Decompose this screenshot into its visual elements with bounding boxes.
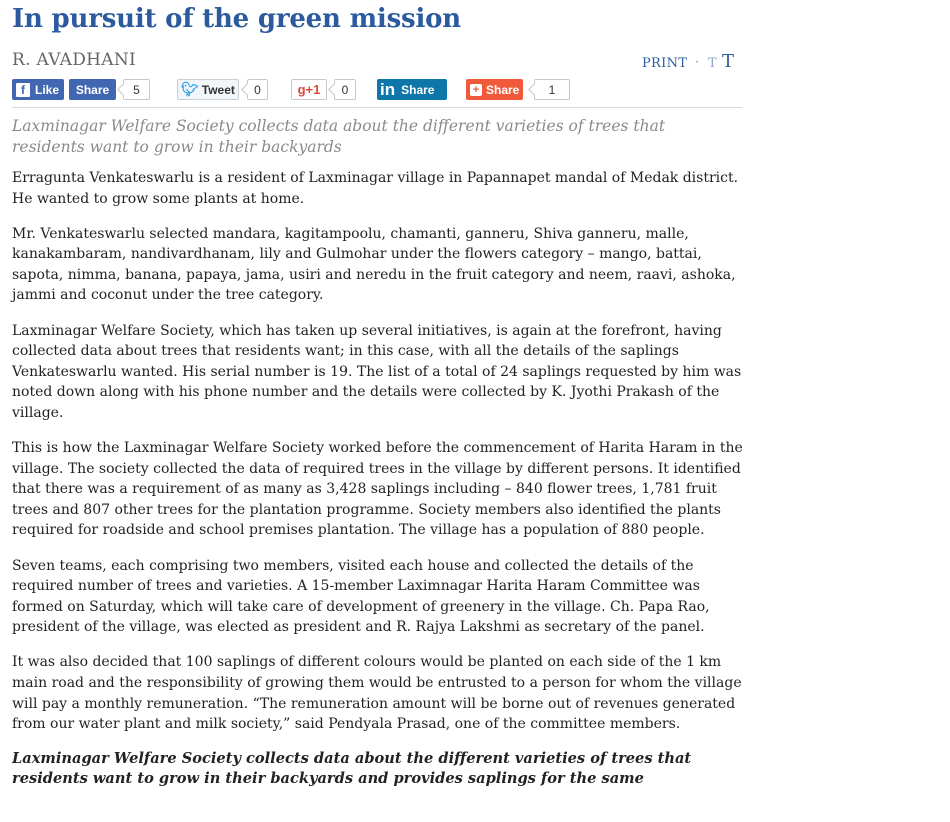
twitter-bird-icon: 🐦︎ — [181, 81, 199, 97]
article-closing-caption: Laxminagar Welfare Society collects data about the different varieties of trees that residents want to grow in their backyards and provides saplings for the same — [12, 750, 692, 788]
article-body — [12, 168, 748, 804]
article-byline[interactable]: R. AVADHANI — [12, 50, 137, 70]
article-paragraph: This is how the Laxminagar Welfare Society worked before the commencement of Harita Haram in the village. The society collected the data of required trees in the village by different persons. It identified that there was a requirement of as many as 3,428 saplings including – 840 flower trees, 1,781 fruit trees and 807 other trees for the plantation programme. Society members also identified the plants required for roadside and school premises plantation. The village has a population of 880 people. — [12, 440, 743, 539]
facebook-icon: f — [16, 83, 30, 97]
tweet-label: Tweet — [201, 82, 235, 97]
linkedin-icon: in — [380, 79, 396, 99]
sharethis-button[interactable] — [466, 79, 523, 100]
tweet-button[interactable] — [177, 79, 239, 100]
facebook-share-count: 5 — [123, 79, 150, 100]
google-plus-button[interactable] — [291, 79, 327, 100]
print-link[interactable]: PRINT — [642, 56, 688, 71]
font-increase-button[interactable]: T — [722, 51, 735, 72]
tools-separator: · — [695, 55, 700, 70]
article-paragraph: Seven teams, each comprising two members, visited each house and collected the details of the required number of trees and varieties. A 15-member Laximnagar Harita Haram Committee was formed on Saturday, which will take care of development of greenery in the village. Ch. Papa Rao, president of the village, was elected as president and R. Rajya Lakshmi as secretary of the panel. — [12, 557, 710, 636]
facebook-like-label: Like — [35, 82, 60, 97]
sharethis-label: Share — [486, 82, 520, 97]
linkedin-share-label: Share — [401, 82, 435, 97]
font-decrease-button[interactable]: T — [708, 56, 717, 71]
facebook-share-label: Share — [75, 82, 110, 97]
article-tools — [642, 52, 742, 74]
article-paragraph: Mr. Venkateswarlu selected mandara, kagitampoolu, chamanti, ganneru, Shiva ganneru, malle, kanakambaram, nandivardhanam, lily and Gulmohar under the flowers category – mango, battai, sapota, nimma, banana, papaya, jama, usiri and neredu in the fruit category and neem, raavi, ashoka, jammi and coconut under the tree category. — [12, 225, 736, 304]
article-paragraph: It was also decided that 100 saplings of different colours would be planted on each side of the 1 km main road and the responsibility of growing them would be entrusted to a person for whom the village will pay a monthly remuneration. “The remuneration amount will be borne out of revenues generated from our water plant and milk society,” said Pendyala Prasad, one of the committee members. — [12, 654, 742, 733]
google-plus-label: g+1 — [297, 82, 321, 97]
article-paragraph: Laxminagar Welfare Society, which has taken up several initiatives, is again at the forefront, having collected data about trees that residents want; in this case, with all the details of the saplings Venkateswarlu wanted. His serial number is 19. The list of a total of 24 saplings requested by him was noted down along with his phone number and the details were collected by K. Jyothi Prakash of the village. — [12, 322, 742, 421]
facebook-like-button[interactable] — [12, 79, 64, 100]
tweet-count: 0 — [247, 79, 268, 100]
facebook-share-button[interactable] — [69, 79, 116, 100]
linkedin-share-button[interactable] — [377, 79, 447, 100]
share-bar — [12, 77, 742, 108]
plus-icon: + — [470, 84, 482, 96]
sharethis-count: 1 — [534, 79, 570, 100]
article-headline: In pursuit of the green mission — [12, 4, 461, 34]
google-plus-count: 0 — [334, 79, 356, 100]
article-paragraph: Erragunta Venkateswarlu is a resident of Laxminagar village in Papannapet mandal of Medak district. He wanted to grow some plants at home. — [12, 170, 739, 207]
article-standfirst: Laxminagar Welfare Society collects data about the different varieties of trees that residents want to grow in their backyards — [12, 117, 666, 156]
